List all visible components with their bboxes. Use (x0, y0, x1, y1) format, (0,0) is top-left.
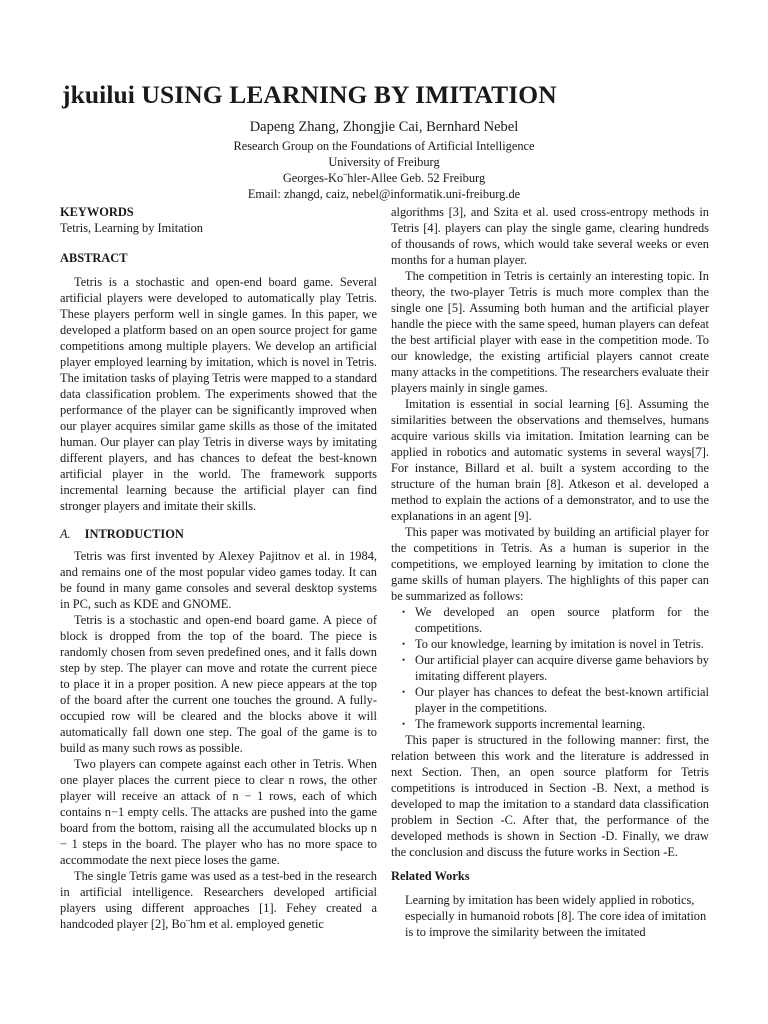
abstract-heading: ABSTRACT (60, 251, 128, 265)
intro-paragraph: The single Tetris game was used as a test-bed in the research in artificial intelligence. Researchers developed artificial players using different approaches [1]. Fehey created a handcoded player [2], Bo¨hm et al. employed genetic (60, 869, 377, 931)
intro-paragraph: Tetris was first invented by Alexey Pajitnov et al. in 1984, and remains one of the most popular video games today. It can be found in many game consoles and several desktop systems in PC, such as KDE and GNOME. (60, 549, 377, 611)
author-list: Dapeng Zhang, Zhongjie Cai, Bernhard Nebel (249, 119, 519, 135)
structure-paragraph: This paper is structured in the following manner: first, the relation between this work and the literature is addressed in next Section. Then, an open source platform for Tetris competitions is introduced in Section -B. Next, a method is developed to map the imitation to a standard data classification problem in Section -C. After that, the performance of the developed methods is shown in Section -D. Finally, we draw the conclusion and discuss the future works in Section -E. (391, 733, 709, 859)
list-item: • We developed an open source platform for the competitions. (415, 604, 709, 636)
left-column (60, 204, 377, 932)
related-works-text: Learning by imitation has been widely applied in robotics, especially in humanoid robots [8]. The core idea of imitation is to improve the similarity between the imitated (405, 893, 707, 939)
keywords-heading: KEYWORDS (60, 205, 134, 219)
highlights-list (391, 604, 709, 732)
right-column (391, 204, 709, 940)
list-item: • To our knowledge, learning by imitation is novel in Tetris. (415, 636, 709, 652)
list-item: • Our artificial player can acquire diverse game behaviors by imitating different players. (415, 652, 709, 684)
affiliation-line: University of Freiburg (328, 155, 440, 169)
continued-paragraph: algorithms [3], and Szita et al. used cross-entropy methods in Tetris [4]. players can play the single game, clearing hundreds of thousands of rows, which would take several weeks or even months for a human player. (391, 205, 709, 267)
introduction-heading (60, 526, 377, 542)
section-letter: A. (60, 527, 71, 541)
list-item: • The framework supports incremental learning. (415, 716, 709, 732)
body-paragraph: This paper was motivated by building an artificial player for the competitions in Tetris. As a human is superior in the competitions, we employed learning by imitation to clone the game skills of human players. The highlights of this paper can be summarized as follows: (391, 525, 709, 603)
intro-paragraph: Two players can compete against each other in Tetris. When one player places the current piece to clear n rows, the other player will receive an attack of n − 1 rows, each of which contains n−1 empty cells. The attacks are pushed into the game board from the bottom, raising all the accumulated blocks up n − 1 steps in the board. The player who has no more space to accommodate the next piece loses the game. (60, 757, 377, 867)
related-works-heading: Related Works (391, 869, 470, 883)
affiliation-block (0, 138, 768, 202)
body-paragraph: The competition in Tetris is certainly an interesting topic. In theory, the two-player Tetris is much more complex than the single one [5]. Assuming both human and the artificial player handle the piece with the same speed, human players can defeat the best artificial player with ease in the competition mode. To our knowledge, the existing artificial players cannot create many attacks in the competitions. The researchers evaluate their players mainly in single games. (391, 269, 709, 395)
section-title: INTRODUCTION (84, 527, 184, 541)
keywords-text: Tetris, Learning by Imitation (60, 221, 203, 235)
paper-title: jkuilui USING LEARNING BY IMITATION (62, 80, 557, 109)
email-line: Email: zhangd, caiz, nebel@informatik.uni-freiburg.de (247, 187, 521, 201)
list-item: • Our player has chances to defeat the best-known artificial player in the competitions. (415, 684, 709, 716)
body-paragraph: Imitation is essential in social learning [6]. Assuming the similarities between the observations and themselves, humans acquire various skills via imitation. Imitation learning can be applied in robotics and automatic systems in several ways[7]. For instance, Billard et al. built a system according to the structure of the human brain [8]. Atkeson et al. developed a method to explain the actions of a demonstrator, and to use the explanations in an agent [9]. (391, 397, 709, 523)
affiliation-line: Research Group on the Foundations of Artificial Intelligence (233, 139, 535, 153)
intro-paragraph: Tetris is a stochastic and open-end board game. A piece of block is dropped from the top of the board. The piece is randomly chosen from seven predefined ones, and it falls down step by step. The player can move and rotate the current piece to place it in a proper position. A new piece appears at the top of the board after the current one touches the ground. A fully-occupied row will be cleared and the blocks above it will automatically fall down one step. The goal of the game is to build as many such rows as possible. (60, 613, 377, 755)
affiliation-line: Georges-Ko¨hler-Allee Geb. 52 Freiburg (282, 171, 486, 185)
abstract-text: Tetris is a stochastic and open-end board game. Several artificial players were developed to automatically play Tetris. These players perform well in single games. In this paper, we developed a platform based on an open source project for game competitions among multiple players. We develop an artificial player employed learning by imitation, which is novel in Tetris. The imitation tasks of playing Tetris were mapped to a standard data classification problem. The experiments showed that the performance of the player can be significantly improved when our player acquires similar game skills as those of the imitated human. Our player can play Tetris in diverse ways by imitating different players, and has chances to defeat the best-known artificial player in the world. The framework supports incremental learning because the artificial player can find stronger players and imitate their skills. (60, 275, 377, 513)
